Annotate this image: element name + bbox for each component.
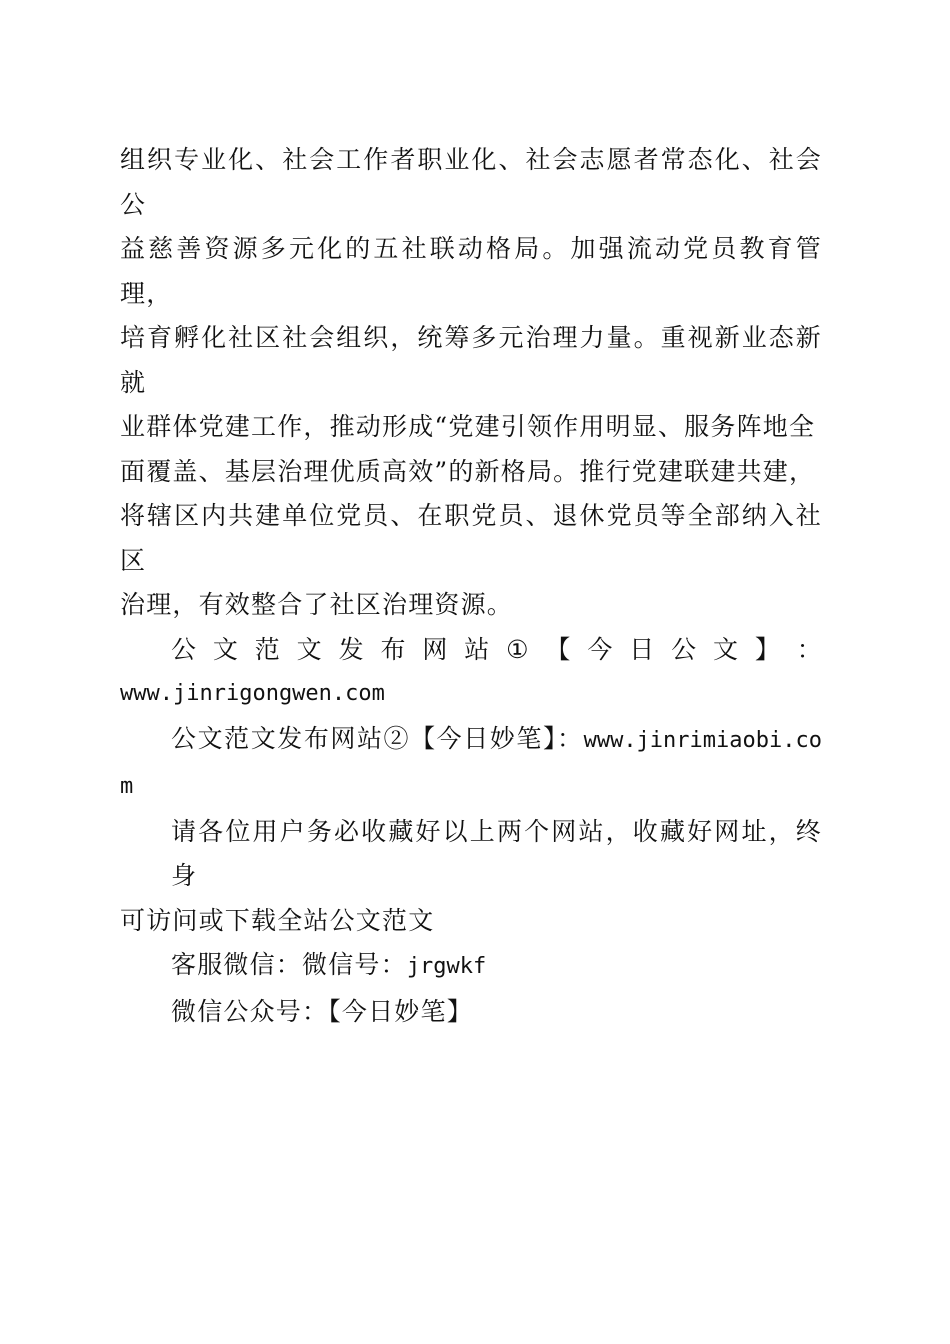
paragraph-line: 组织专业化、社会工作者职业化、社会志愿者常态化、社会公 [120, 145, 822, 219]
label-char: 日 [629, 634, 655, 664]
label-char: 发 [338, 634, 364, 664]
label-char: 文 [296, 634, 322, 664]
label-char: 站 [464, 634, 490, 664]
customer-service-line [120, 943, 822, 990]
notice-paragraph [120, 810, 822, 944]
label-char: 范 [254, 634, 280, 664]
site-two-url[interactable]: www.jinrimiaobi.com [120, 727, 822, 799]
label-char: 公 [171, 634, 197, 664]
notice-line: 请各位用户务必收藏好以上两个网站，收藏好网址，终身 [171, 816, 822, 890]
label-char: 今 [587, 634, 613, 664]
label-char: ① [506, 634, 529, 664]
site-two-label: 公文范文发布网站②【今日妙笔】： [171, 723, 584, 753]
label-char: 网 [422, 634, 448, 664]
label-char: 】 [754, 634, 780, 664]
site-two-line [120, 717, 822, 810]
paragraph-line: 治理，有效整合了社区治理资源。 [120, 590, 514, 619]
site-one-block [120, 628, 822, 717]
site-one-url[interactable]: www.jinrigongwen.com [120, 681, 385, 706]
label-char: 公 [671, 634, 697, 664]
customer-service-id: jrgwkf [406, 954, 487, 979]
label-char: 文 [712, 634, 738, 664]
paragraph-line: 面覆盖、基层治理优质高效”的新格局。推行党建联建共建， [120, 456, 816, 486]
wechat-account-line [120, 990, 822, 1035]
paragraph-line: 业群体党建工作，推动形成“党建引领作用明显、服务阵地全 [120, 412, 816, 441]
body-paragraph [120, 138, 822, 628]
notice-line: 可访问或下载全站公文范文 [120, 905, 435, 935]
paragraph-line: 培育孵化社区社会组织，统筹多元治理力量。重视新业态新就 [120, 323, 822, 397]
paragraph-line: 益慈善资源多元化的五社联动格局。加强流动党员教育管理， [120, 234, 822, 308]
label-char: 布 [380, 634, 406, 664]
document-body [120, 138, 822, 1034]
customer-service-label: 客服微信：微信号： [171, 950, 407, 979]
label-char: ： [796, 634, 822, 664]
paragraph-line: 将辖区内共建单位党员、在职党员、退休党员等全部纳入社区 [120, 501, 822, 575]
site-one-label [120, 628, 822, 673]
label-char: 文 [212, 634, 238, 664]
wechat-account-label: 微信公众号：【今日妙笔】 [171, 996, 473, 1026]
label-char: 【 [545, 634, 571, 664]
